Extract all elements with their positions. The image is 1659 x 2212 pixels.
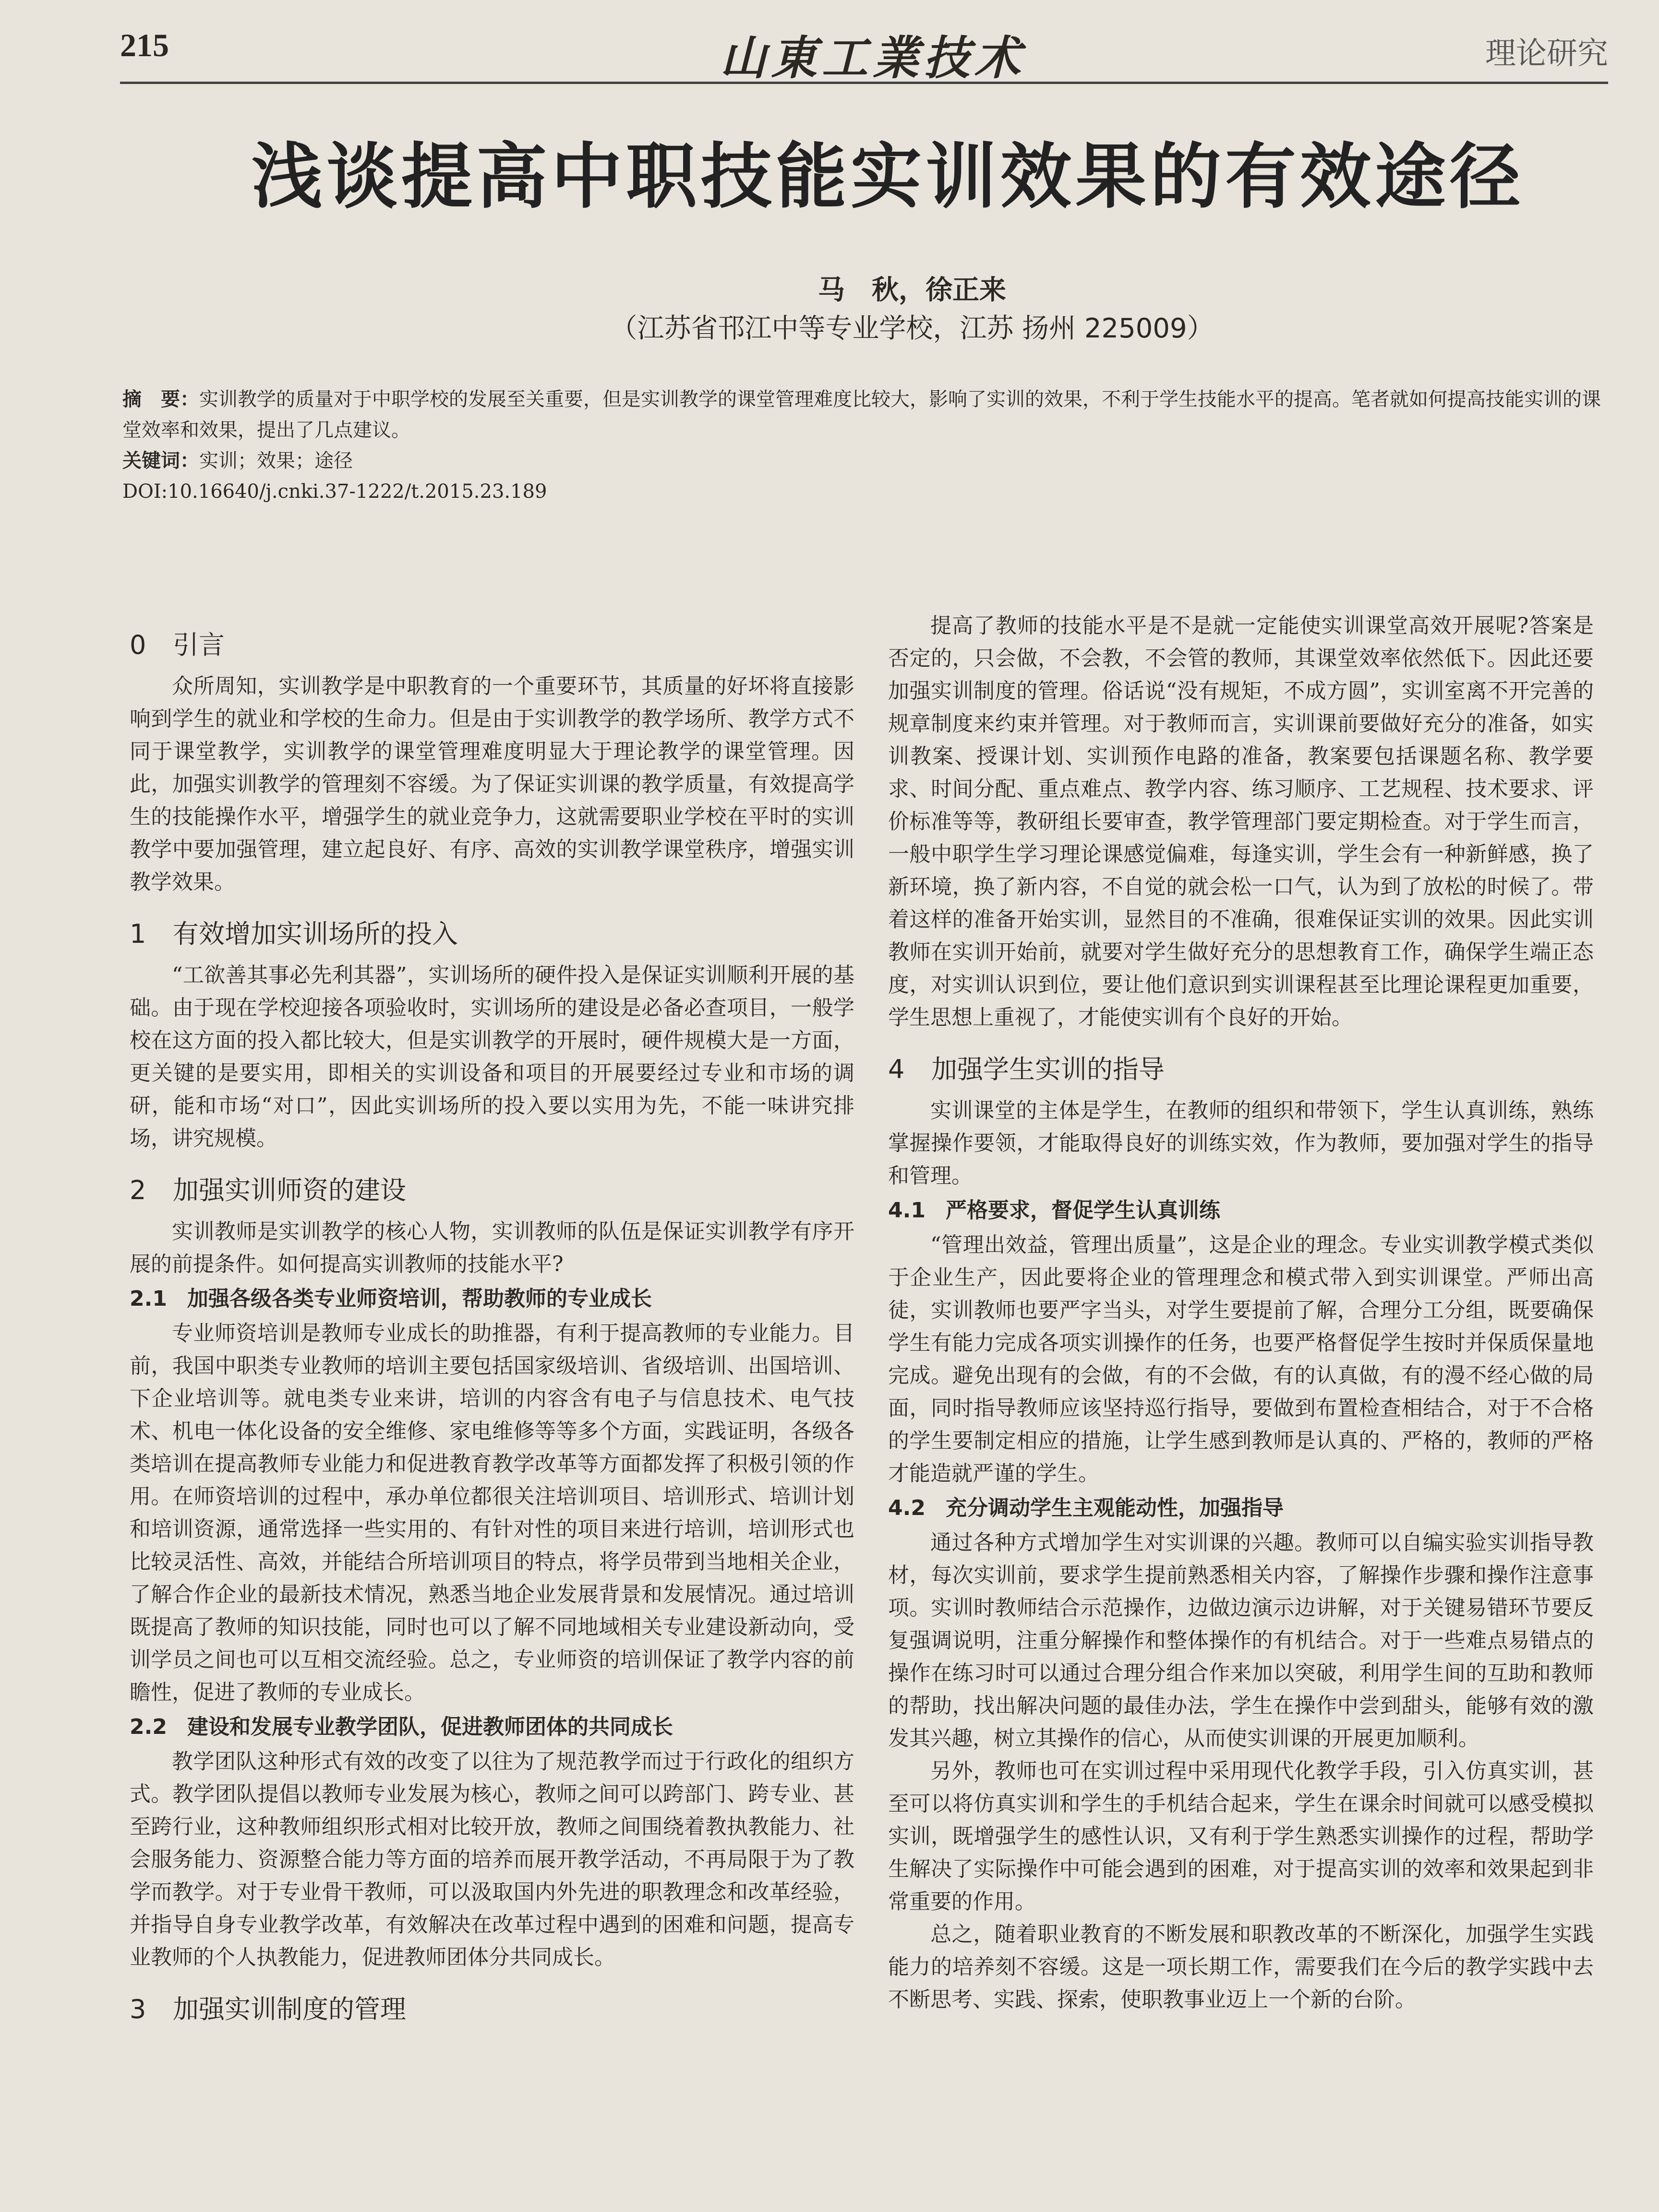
section-label: 理论研究 [1485,36,1608,72]
keywords-text: 实训；效果；途径 [199,450,353,472]
left-column [130,610,854,2034]
section-heading: 2 加强实训师资的建设 [130,1175,406,1205]
section-heading: 0 引言 [130,630,225,660]
paragraph: “管理出效益，管理出质量”，这是企业的理念。专业实训教学模式类似于企业生产，因此要将企业的管理理念和模式带入到实训课堂。严师出高徒，实训教师也要严字当头，对学生要提前了解，合理分工分组，既要确保学生有能力完成各项实训操作的任务，也要严格督促学生按时并保质保量地完成。避免出现有的会做，有的不会做，有的认真做，有的漫不经心做的局面，同时指导教师应该坚持巡行指导，要做到布置检查相结合，对于不合格的学生要制定相应的措施，让学生感到教师是认真的、严格的，教师的严格才能造就严谨的学生。 [888,1233,1594,1486]
keywords [122,445,1601,476]
journal-name: 山東工業技术 [720,31,1025,85]
article-title: 浅谈提高中职技能实训效果的有效途径 [252,135,1525,218]
keywords-label: 关键词： [122,450,199,472]
subsection-heading: 2.2 建设和发展专业教学团队，促进教师团体的共同成长 [130,1715,673,1739]
subsection-heading: 4.2 充分调动学生主观能动性，加强指导 [888,1496,1284,1520]
abstract-label: 摘 要： [122,388,199,410]
paragraph: 实训教师是实训教学的核心人物，实训教师的队伍是保证实训教学有序开展的前提条件。如何提高实训教师的技能水平? [130,1219,854,1276]
page-number: 215 [120,27,169,63]
paragraph: 另外，教师也可在实训过程中采用现代化教学手段，引入仿真实训，甚至可以将仿真实训和学生的手机结合起来，学生在课余时间就可以感受模拟实训，既增强学生的感性认识，又有利于学生熟悉实训操作的过程，帮助学生解决了实际操作中可能会遇到的困难，对于提高实训的效率和效果起到非常重要的作用。 [888,1759,1594,1914]
paragraph: “工欲善其事必先利其器”，实训场所的硬件投入是保证实训顺利开展的基础。由于现在学校迎接各项验收时，实训场所的建设是必备必查项目，一般学校在这方面的投入都比较大，但是实训教学的开展时，硬件规模大是一方面，更关键的是要实用，即相关的实训设备和项目的开展要经过专业和市场的调研，能和市场“对口”，因此实训场所的投入要以实用为先，不能一味讲究排场，讲究规模。 [130,963,854,1151]
abstract-block [122,384,1601,507]
paragraph: 提高了教师的技能水平是不是就一定能使实训课堂高效开展呢?答案是否定的，只会做，不会教，不会管的教师，其课堂效率依然低下。因此还要加强实训制度的管理。俗话说“没有规矩，不成方圆”，实训室离不开完善的规章制度来约束并管理。对于教师而言，实训课前要做好充分的准备，如实训教案、授课计划、实训预作电路的准备，教案要包括课题名称、教学要求、时间分配、重点难点、教学内容、练习顺序、工艺规程、技术要求、评价标准等等，教研组长要审查，教学管理部门要定期检查。对于学生而言，一般中职学生学习理论课感觉偏难，每逢实训，学生会有一种新鲜感，换了新环境，换了新内容，不自觉的就会松一口气，认为到了放松的时候了。带着这样的准备开始实训，显然目的不准确，很难保证实训的效果。因此实训教师在实训开始前，就要对学生做好充分的思想教育工作，确保学生端正态度，对实训认识到位，要让他们意识到实训课程甚至比理论课程更加重要，学生思想上重视了，才能使实训有个良好的开始。 [888,613,1594,1030]
paragraph: 实训课堂的主体是学生，在教师的组织和带领下，学生认真训练，熟练掌握操作要领，才能取得良好的训练实效，作为教师，要加强对学生的指导和管理。 [888,1098,1594,1188]
abstract-text: 实训教学的质量对于中职学校的发展至关重要，但是实训教学的课堂管理难度比较大，影响了实训的效果，不利于学生技能水平的提高。笔者就如何提高技能实训的课堂效率和效果，提出了几点建议。 [122,388,1601,441]
abstract [122,384,1601,445]
paragraph: 教学团队这种形式有效的改变了以往为了规范教学而过于行政化的组织方式。教学团队提倡以教师专业发展为核心，教师之间可以跨部门、跨专业、甚至跨行业，这种教师组织形式相对比较开放，教师之间围绕着教执教能力、社会服务能力、资源整合能力等方面的培养而展开教学活动，不再局限于为了教学而教学。对于专业骨干教师，可以汲取国内外先进的职教理念和改革经验，并指导自身专业教学改革，有效解决在改革过程中遇到的困难和问题，提高专业教师的个人执教能力，促进教师团体分共同成长。 [130,1749,854,1970]
section-heading: 3 加强实训制度的管理 [130,1994,406,2024]
doi: DOI:10.16640/j.cnki.37-1222/t.2015.23.189 [122,481,547,503]
paragraph: 总之，随着职业教育的不断发展和职教改革的不断深化，加强学生实践能力的培养刻不容缓。这是一项长期工作，需要我们在今后的教学实践中去不断思考、实践、探索，使职教事业迈上一个新的台阶。 [888,1922,1594,2012]
subsection-heading: 2.1 加强各级各类专业师资培训，帮助教师的专业成长 [130,1286,652,1311]
subsection-heading: 4.1 严格要求，督促学生认真训练 [888,1198,1220,1223]
section-heading: 1 有效增加实训场所的投入 [130,919,458,949]
paragraph: 通过各种方式增加学生对实训课的兴趣。教师可以自编实验实训指导教材，每次实训前，要求学生提前熟悉相关内容，了解操作步骤和操作注意事项。实训时教师结合示范操作，边做边演示边讲解，对于关键易错环节要反复强调说明，注重分解操作和整体操作的有机结合。对于一些难点易错点的操作在练习时可以通过合理分组合作来加以突破，利用学生间的互助和教师的帮助，找出解决问题的最佳办法，学生在操作中尝到甜头，能够有效的激发其兴趣，树立其操作的信心，从而使实训课的开展更加顺利。 [888,1530,1594,1751]
page-header [120,10,1608,84]
paragraph: 专业师资培训是教师专业成长的助推器，有利于提高教师的专业能力。目前，我国中职类专业教师的培训主要包括国家级培训、省级培训、出国培训、下企业培训等。就电类专业来讲，培训的内容含有电子与信息技术、电气技术、机电一体化设备的安全维修、家电维修等等多个方面，实践证明，各级各类培训在提高教师专业能力和促进教育教学改革等方面都发挥了积极引领的作用。在师资培训的过程中，承办单位都很关注培训项目、培训形式、培训计划和培训资源，通常选择一些实用的、有针对性的项目来进行培训，培训形式也比较灵活性、高效，并能结合所培训项目的特点，将学员带到当地相关企业，了解合作企业的最新技术情况，熟悉当地企业发展背景和发展情况。通过培训既提高了教师的知识技能，同时也可以了解不同地域相关专业建设新动向，受训学员之间也可以互相交流经验。总之，专业师资的培训保证了教学内容的前瞻性，促进了教师的专业成长。 [130,1321,854,1705]
article-affiliation: （江苏省邗江中等专业学校，江苏 扬州 225009） [610,313,1214,344]
right-column [888,610,1594,2016]
article-authors: 马 秋，徐正来 [818,275,1006,306]
section-heading: 4 加强学生实训的指导 [888,1054,1165,1084]
paragraph: 众所周知，实训教学是中职教育的一个重要环节，其质量的好坏将直接影响到学生的就业和学校的生命力。但是由于实训教学的教学场所、教学方式不同于课堂教学，实训教学的课堂管理难度明显大于理论教学的课堂管理。因此，加强实训教学的管理刻不容缓。为了保证实训课的教学质量，有效提高学生的技能操作水平，增强学生的就业竞争力，这就需要职业学校在平时的实训教学中要加强管理，建立起良好、有序、高效的实训教学课堂秩序，增强实训教学效果。 [130,674,854,894]
